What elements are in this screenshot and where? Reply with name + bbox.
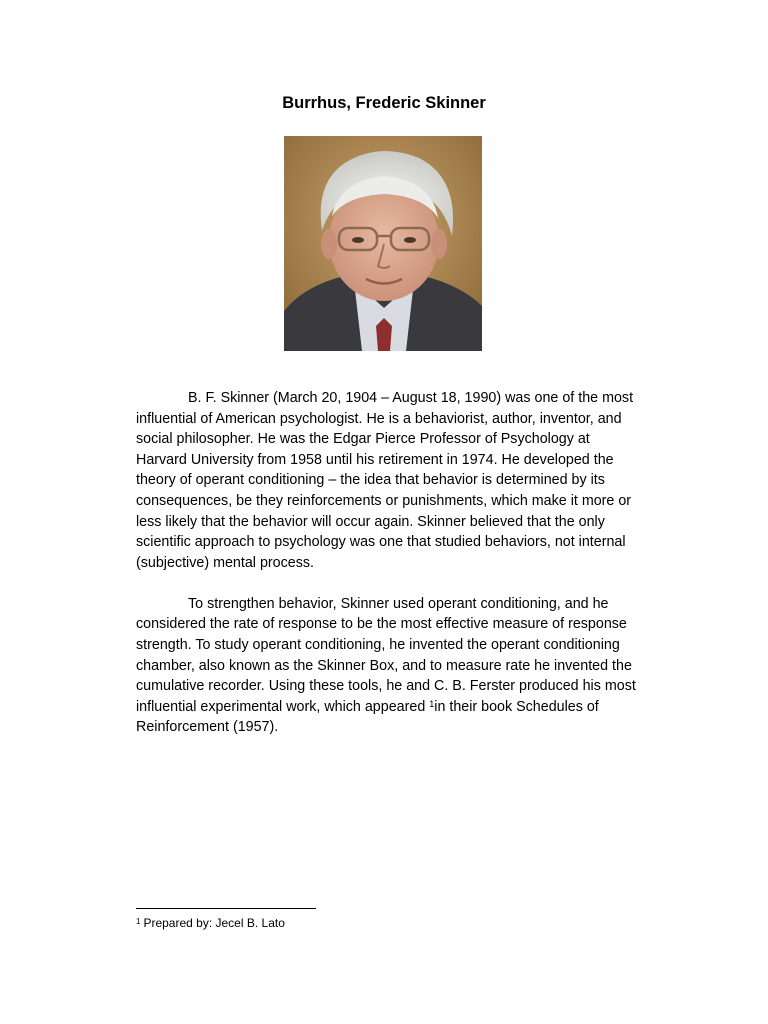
footnote-text: Prepared by: Jecel B. Lato — [143, 916, 285, 930]
footnote-marker: 1 — [136, 917, 141, 926]
paragraph-2-main: To strengthen behavior, Skinner used operant conditioning, and he considered the rate of response to be the most effective measure of response strength. To study operant conditioning, he invented the operant conditioning chamber, also known as the Skinner Box, and to measure rate he invented the cumulative recorder. Using these tools, he and C. B. Ferster produced his most influential experimental work, which appeared — [136, 595, 636, 715]
paragraph-2 — [136, 594, 636, 738]
footnote-reference[interactable]: 1 — [429, 698, 435, 709]
paragraph-1: B. F. Skinner (March 20, 1904 – August 18, 1990) was one of the most influential of American psychologist. He is a behaviorist, author, inventor, and social philosopher. He was the Edgar Pierce Professor of Psychology at Harvard University from 1958 until his retirement in 1974. He developed the theory of operant conditioning – the idea that behavior is determined by its consequences, be they reinforcements or punishments, which make it more or less likely that the behavior will occur again. Skinner believed that the only scientific approach to psychology was one that studied behaviors, not internal (subjective) mental process. — [136, 390, 634, 571]
footnote — [136, 915, 285, 931]
body-text — [136, 388, 636, 738]
portrait-photo — [284, 136, 482, 351]
document-title: Burrhus, Frederic Skinner — [282, 94, 486, 112]
footnote-divider — [136, 908, 316, 909]
paragraph-2-tail: in their book Schedules of Reinforcement (1957). — [136, 698, 599, 736]
